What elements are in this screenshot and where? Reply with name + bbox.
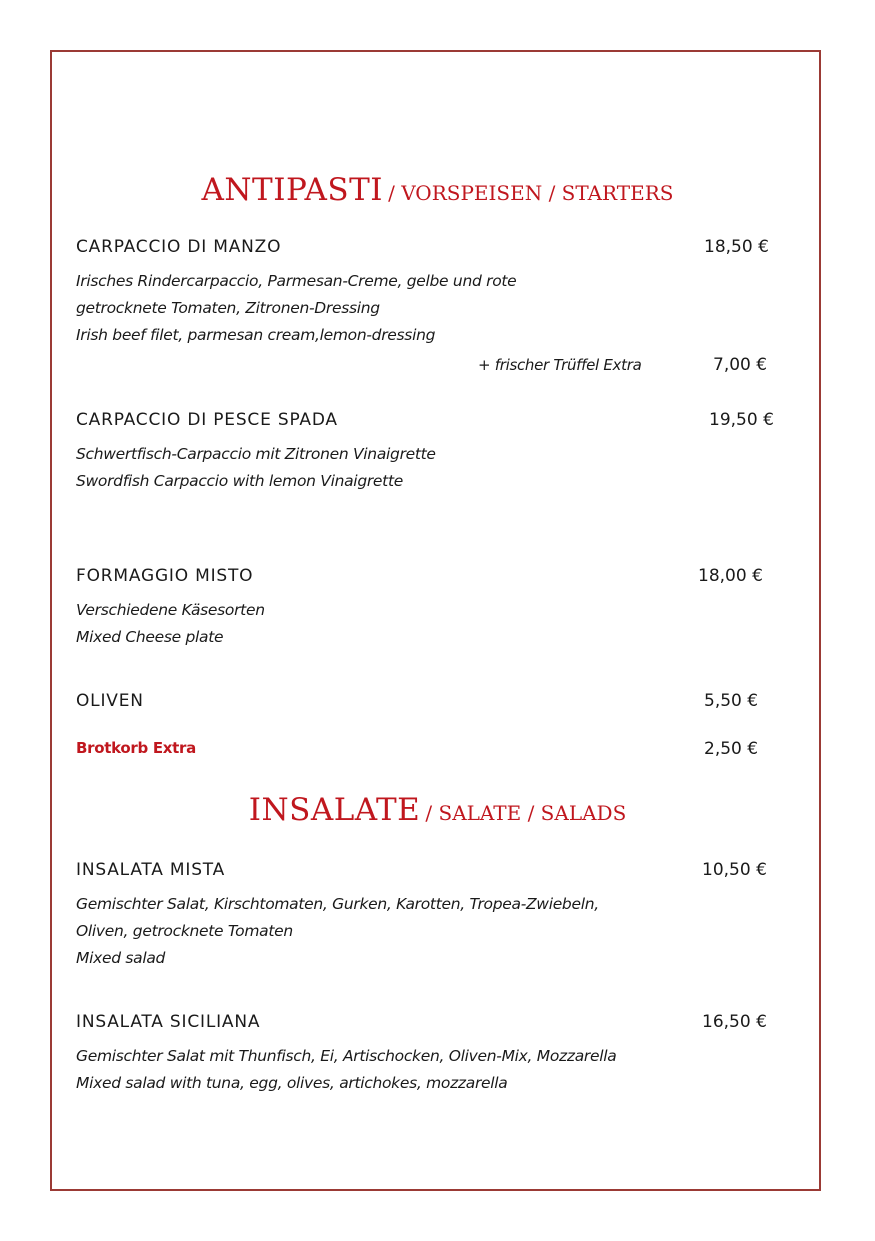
section-title: ANTIPASTI xyxy=(201,172,384,208)
menu-item-description xyxy=(76,441,436,495)
menu-item-description xyxy=(76,1043,616,1097)
menu-item-price: 10,50 € xyxy=(702,860,767,880)
description-line: Swordfish Carpaccio with lemon Vinaigrette xyxy=(76,472,403,490)
menu-item-name: FORMAGGIO MISTO xyxy=(76,566,254,586)
menu-item-description xyxy=(76,597,265,651)
menu-item-price: 18,00 € xyxy=(698,566,763,586)
section-heading-insalate xyxy=(0,792,875,828)
menu-item-price: 18,50 € xyxy=(704,237,769,257)
menu-item-name: OLIVEN xyxy=(76,691,144,711)
description-line: Oliven, getrocknete Tomaten xyxy=(76,922,293,940)
description-line: Mixed Cheese plate xyxy=(76,628,224,646)
menu-item-description xyxy=(76,268,516,349)
section-heading-antipasti xyxy=(0,172,875,208)
section-subtitle: / VORSPEISEN / STARTERS xyxy=(388,181,674,205)
bread-basket-price: 2,50 € xyxy=(704,739,759,759)
menu-item-name: CARPACCIO DI PESCE SPADA xyxy=(76,410,338,430)
description-line: Mixed salad xyxy=(76,949,166,967)
description-line: Verschiedene Käsesorten xyxy=(76,601,265,619)
menu-item-price: 5,50 € xyxy=(704,691,759,711)
description-line: Irish beef filet, parmesan cream,lemon-dressing xyxy=(76,326,436,344)
menu-item-name: INSALATA SICILIANA xyxy=(76,1012,261,1032)
description-line: Irisches Rindercarpaccio, Parmesan-Creme, gelbe und rote xyxy=(76,272,517,290)
section-title: INSALATE xyxy=(248,792,421,828)
menu-item-description xyxy=(76,891,599,972)
description-line: Gemischter Salat, Kirschtomaten, Gurken, Karotten, Tropea-Zwiebeln, xyxy=(76,895,599,913)
section-subtitle: / SALATE / SALADS xyxy=(425,801,627,825)
description-line: Gemischter Salat mit Thunfisch, Ei, Artischocken, Oliven-Mix, Mozzarella xyxy=(76,1047,617,1065)
menu-item-name: INSALATA MISTA xyxy=(76,860,226,880)
description-line: Mixed salad with tuna, egg, olives, artichokes, mozzarella xyxy=(76,1074,508,1092)
menu-item-price: 19,50 € xyxy=(709,410,774,430)
menu-item-name: CARPACCIO DI MANZO xyxy=(76,237,282,257)
description-line: Schwertfisch-Carpaccio mit Zitronen Vinaigrette xyxy=(76,445,436,463)
menu-item-price: 16,50 € xyxy=(702,1012,767,1032)
description-line: getrocknete Tomaten, Zitronen-Dressing xyxy=(76,299,380,317)
bread-basket-label: Brotkorb Extra xyxy=(76,739,196,757)
extra-option-price: 7,00 € xyxy=(713,355,768,375)
extra-option-label: + frischer Trüffel Extra xyxy=(478,356,642,374)
